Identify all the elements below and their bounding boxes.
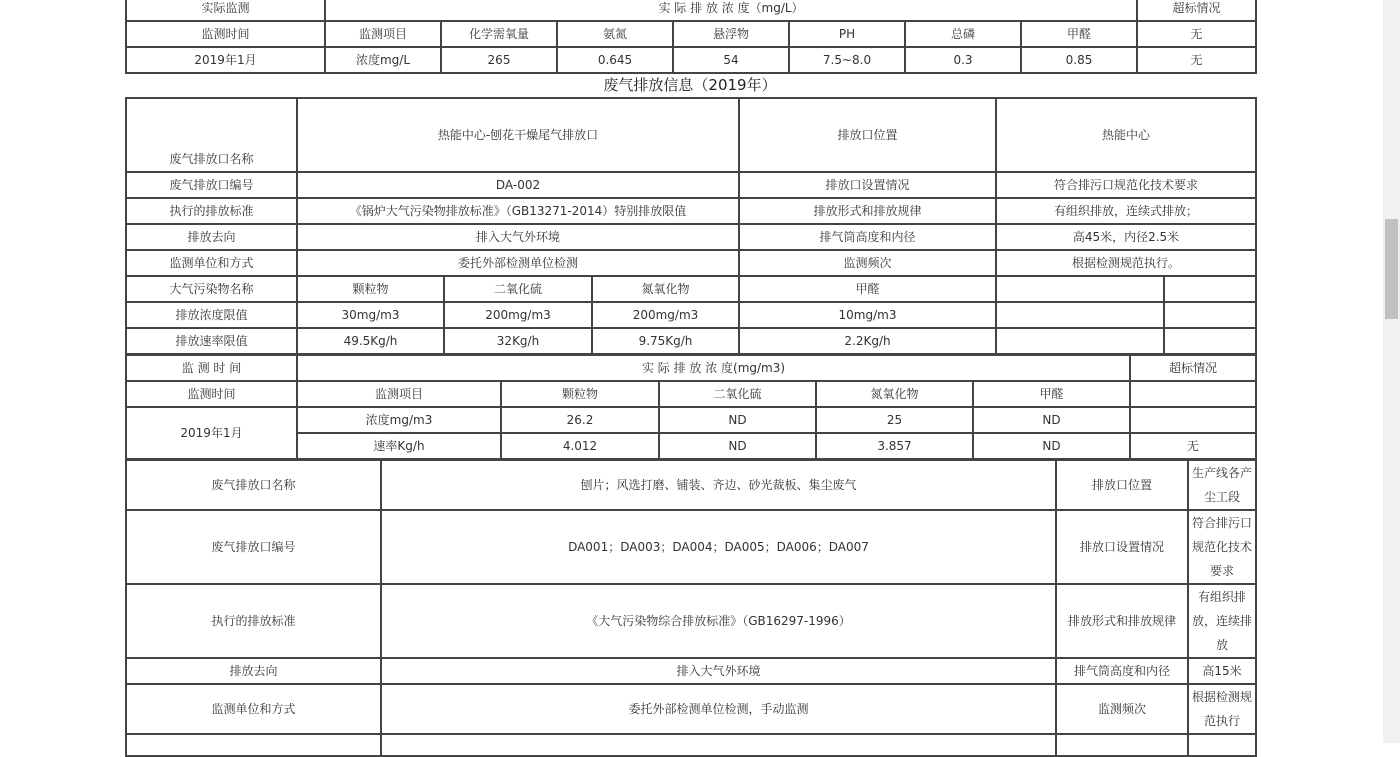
table-cell: 浓度mg/L (325, 47, 441, 73)
pollutant-label: 大气污染物名称 (126, 276, 297, 302)
empty-cell (381, 734, 1056, 756)
setting-value: 符合排污口规范化技术要求 (1188, 510, 1256, 584)
setting-label: 排放口设置情况 (1056, 510, 1188, 584)
empty-cell (1130, 381, 1256, 407)
freq-value: 根据检测规范执行。 (996, 250, 1256, 276)
table-cell: 速率Kg/h (297, 433, 501, 459)
section-title: 废气排放信息（2019年） (603, 76, 777, 94)
position-label: 排放口位置 (1056, 460, 1188, 510)
empty-cell (1188, 734, 1256, 756)
col-header: 二氧化硫 (659, 381, 816, 407)
code-label: 废气排放口编号 (126, 172, 297, 198)
pollutant-name: 二氧化硫 (444, 276, 592, 302)
col-header: 监测时间 (126, 381, 297, 407)
empty-cell (1164, 276, 1256, 302)
limit-conc-value: 200mg/m3 (592, 302, 739, 328)
gas-outlet-1-monitor-table (125, 354, 1257, 460)
pollutant-name: 甲醛 (739, 276, 996, 302)
monitor-label: 实际监测 (126, 0, 325, 21)
unit-label: 监测单位和方式 (126, 250, 297, 276)
conc-header: 实 际 排 放 浓 度（mg/L） (325, 0, 1137, 21)
table-cell: 0.645 (557, 47, 673, 73)
table-cell: 265 (441, 47, 557, 73)
unit-value: 委托外部检测单位检测 (297, 250, 739, 276)
limit-rate-value: 2.2Kg/h (739, 328, 996, 354)
empty-cell (1164, 328, 1256, 354)
limit-conc-value: 30mg/m3 (297, 302, 444, 328)
gas-outlet-1-table (125, 97, 1257, 355)
time-header: 监 测 时 间 (126, 355, 297, 381)
setting-value: 符合排污口规范化技术要求 (996, 172, 1256, 198)
table-cell: 浓度mg/m3 (297, 407, 501, 433)
col-header: 监测项目 (297, 381, 501, 407)
table-cell: ND (659, 433, 816, 459)
table-cell: 26.2 (501, 407, 659, 433)
table-cell: 4.012 (501, 433, 659, 459)
standard-value: 《大气污染物综合排放标准》（GB16297-1996） (381, 584, 1056, 658)
table-cell: ND (973, 433, 1130, 459)
table-cell: 2019年1月 (126, 47, 325, 73)
pollutant-name: 氮氧化物 (592, 276, 739, 302)
limit-conc-value: 200mg/m3 (444, 302, 592, 328)
pollutant-name: 颗粒物 (297, 276, 444, 302)
table-cell: 25 (816, 407, 973, 433)
table-cell: 0.3 (905, 47, 1021, 73)
col-header: 甲醛 (1021, 21, 1137, 47)
table-cell: 7.5~8.0 (789, 47, 905, 73)
monitor-date: 2019年1月 (126, 407, 297, 459)
col-header: 总磷 (905, 21, 1021, 47)
empty-cell (1056, 734, 1188, 756)
dest-label: 排放去向 (126, 224, 297, 250)
height-label: 排气筒高度和内径 (1056, 658, 1188, 684)
table-cell: 54 (673, 47, 789, 73)
empty-cell (996, 302, 1164, 328)
table-cell: 无 (1137, 47, 1256, 73)
position-value: 热能中心 (996, 98, 1256, 172)
col-header: 化学需氧量 (441, 21, 557, 47)
col-header: 监测时间 (126, 21, 325, 47)
vertical-scrollbar[interactable] (1383, 0, 1400, 743)
table-cell: 3.857 (816, 433, 973, 459)
gas-outlet-2-table (125, 459, 1257, 757)
standard-label: 执行的排放标准 (126, 198, 297, 224)
table-cell (1130, 407, 1256, 433)
dest-value: 排入大气外环境 (381, 658, 1056, 684)
table-cell: 无 (1130, 433, 1256, 459)
empty-cell (996, 276, 1164, 302)
freq-label: 监测频次 (739, 250, 996, 276)
conc-header: 实 际 排 放 浓 度(mg/m3) (297, 355, 1130, 381)
col-header: 监测项目 (325, 21, 441, 47)
limit-rate-value: 49.5Kg/h (297, 328, 444, 354)
dest-label: 排放去向 (126, 658, 381, 684)
name-value: 刨片；风选打磨、铺装、齐边、砂光裁板、集尘废气 (381, 460, 1056, 510)
height-value: 高45米，内径2.5米 (996, 224, 1256, 250)
form-value: 有组织排放，连续排放 (1188, 584, 1256, 658)
exceed-header: 超标情况 (1130, 355, 1256, 381)
form-label: 排放形式和排放规律 (1056, 584, 1188, 658)
table-cell: ND (659, 407, 816, 433)
table-cell: 0.85 (1021, 47, 1137, 73)
standard-label: 执行的排放标准 (126, 584, 381, 658)
code-value: DA001；DA003；DA004；DA005；DA006；DA007 (381, 510, 1056, 584)
col-header: 氮氧化物 (816, 381, 973, 407)
table-cell: ND (973, 407, 1130, 433)
col-header: 氨氮 (557, 21, 673, 47)
code-value: DA-002 (297, 172, 739, 198)
empty-cell (996, 328, 1164, 354)
limit-conc-value: 10mg/m3 (739, 302, 996, 328)
freq-label: 监测频次 (1056, 684, 1188, 734)
empty-cell (126, 734, 381, 756)
dest-value: 排入大气外环境 (297, 224, 739, 250)
scrollbar-thumb[interactable] (1385, 219, 1398, 319)
name-value: 热能中心-刨花干燥尾气排放口 (297, 98, 739, 172)
standard-value: 《锅炉大气污染物排放标准》（GB13271-2014）特别排放限值 (297, 198, 739, 224)
empty-cell (1164, 302, 1256, 328)
name-label: 废气排放口名称 (126, 98, 297, 172)
height-value: 高15米 (1188, 658, 1256, 684)
position-label: 排放口位置 (739, 98, 996, 172)
form-label: 排放形式和排放规律 (739, 198, 996, 224)
water-monitor-table (125, 0, 1257, 74)
col-header: PH (789, 21, 905, 47)
unit-value: 委托外部检测单位检测，手动监测 (381, 684, 1056, 734)
exceed-header: 超标情况 (1137, 0, 1256, 21)
col-header: 悬浮物 (673, 21, 789, 47)
setting-label: 排放口设置情况 (739, 172, 996, 198)
limit-rate-value: 9.75Kg/h (592, 328, 739, 354)
code-label: 废气排放口编号 (126, 510, 381, 584)
form-value: 有组织排放，连续式排放； (996, 198, 1256, 224)
position-value: 生产线各产尘工段 (1188, 460, 1256, 510)
limit-rate-value: 32Kg/h (444, 328, 592, 354)
limit-rate-label: 排放速率限值 (126, 328, 297, 354)
unit-label: 监测单位和方式 (126, 684, 381, 734)
limit-conc-label: 排放浓度限值 (126, 302, 297, 328)
height-label: 排气筒高度和内径 (739, 224, 996, 250)
name-label: 废气排放口名称 (126, 460, 381, 510)
col-header: 无 (1137, 21, 1256, 47)
col-header: 颗粒物 (501, 381, 659, 407)
col-header: 甲醛 (973, 381, 1130, 407)
freq-value: 根据检测规范执行 (1188, 684, 1256, 734)
